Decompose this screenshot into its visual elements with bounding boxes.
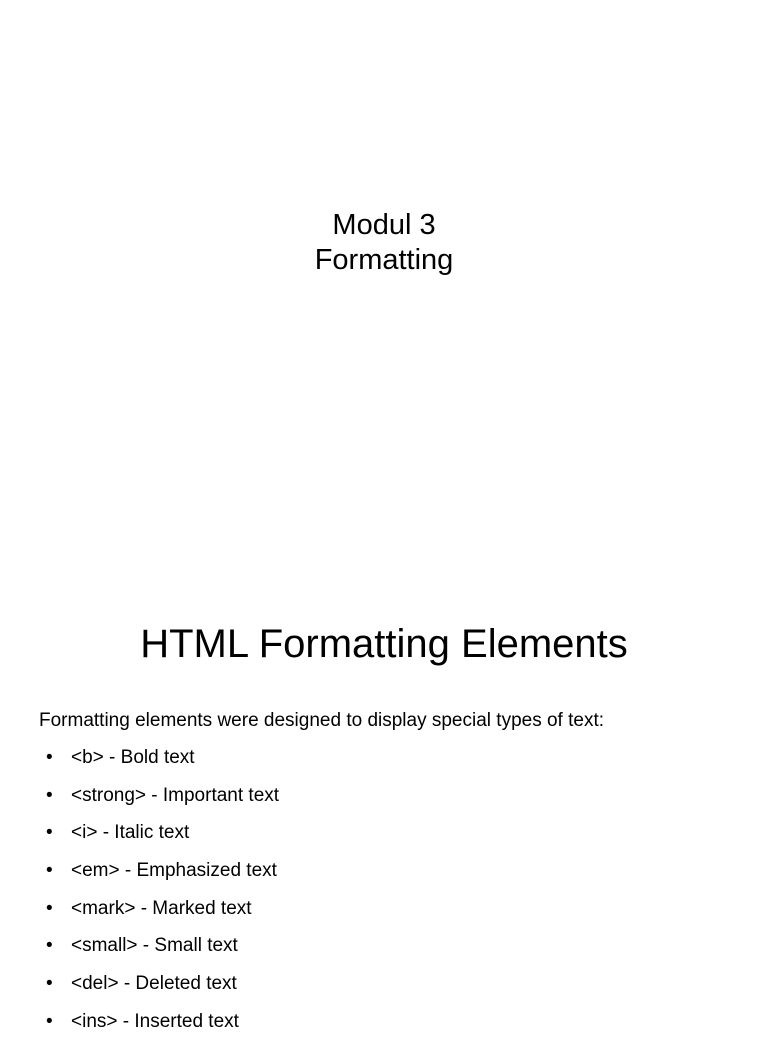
bullet-icon: •: [46, 784, 53, 806]
content-slide: [0, 576, 768, 1032]
list-item-text: <small> - Small text: [71, 935, 238, 957]
intro-text: Formatting elements were designed to display special types of text:: [39, 710, 605, 731]
module-number: Modul 3: [332, 209, 436, 241]
bullet-icon: •: [46, 973, 53, 995]
bullet-icon: •: [46, 822, 53, 844]
list-item-text: <strong> - Important text: [71, 784, 280, 806]
list-item-text: <i> - Italic text: [71, 822, 190, 844]
bullet-icon: •: [46, 897, 53, 919]
list-item-text: <ins> - Inserted text: [71, 1010, 239, 1032]
bullet-icon: •: [46, 935, 53, 957]
list-item-text: <em> - Emphasized text: [71, 860, 277, 882]
list-item: [39, 1010, 279, 1048]
module-topic: Formatting: [314, 244, 454, 276]
list-item: [39, 859, 279, 897]
list-item: [39, 821, 279, 859]
list-item: [39, 934, 279, 972]
slide-heading: HTML Formatting Elements: [140, 622, 628, 666]
list-item-text: <b> - Bold text: [71, 747, 195, 768]
slide-title: [0, 208, 768, 278]
list-item: [39, 746, 279, 784]
bullet-icon: •: [46, 860, 53, 882]
bullet-icon: •: [46, 1010, 53, 1032]
list-item-text: <mark> - Marked text: [71, 897, 252, 919]
bullet-list: [39, 746, 279, 1048]
list-item: [39, 972, 279, 1010]
bullet-icon: •: [46, 747, 53, 768]
list-item: [39, 897, 279, 935]
list-item-text: <del> - Deleted text: [71, 973, 237, 995]
list-item: [39, 784, 279, 822]
